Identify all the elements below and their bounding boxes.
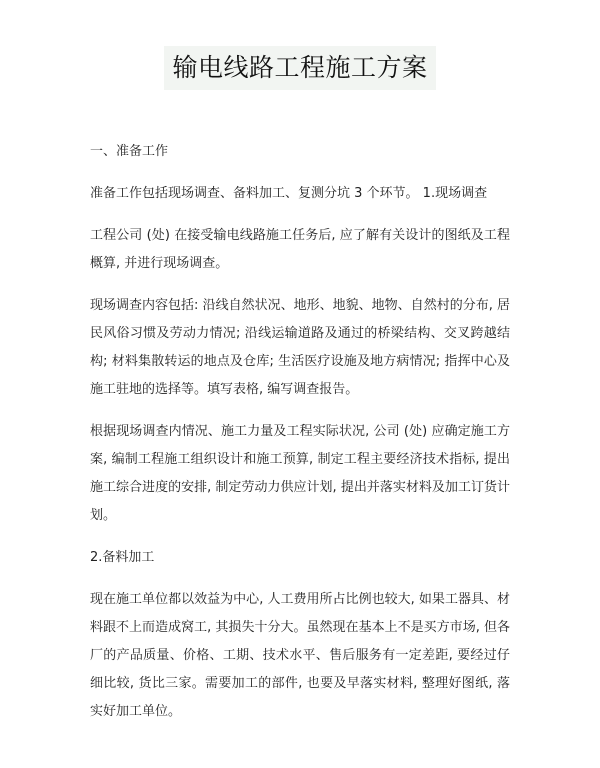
document-body xyxy=(90,138,510,740)
paragraph-intro: 准备工作包括现场调查、备料加工、复测分坑 3 个环节。 1.现场调查 xyxy=(90,186,488,201)
title-container xyxy=(0,46,600,90)
document-title: 输电线路工程施工方案 xyxy=(164,46,435,90)
paragraph-survey: 现场调查内容包括: 沿线自然状况、地形、地貌、地物、自然村的分布, 居民风俗习惯及劳动力情况; 沿线运输道路及通过的桥梁结构、交叉跨越结构; 材料集散转运的地点及仓库; 生活医疗设施及地方病情况; 指挥中心及施工驻地的选择等。填写表格, 编写调查报告。 xyxy=(90,298,510,397)
paragraph-plan: 根据现场调查内情况、施工力量及工程实际状况, 公司 (处) 应确定施工方案, 编制工程施工组织设计和施工预算, 制定工程主要经济技术指标, 提出施工综合进度的安排, 制定劳动力供应计划, 提出并落实材料及加工订货计划。 xyxy=(90,424,510,523)
section-heading-preparation: 一、准备工作 xyxy=(90,144,169,159)
subsection-heading-materials: 2.备料加工 xyxy=(90,550,155,565)
paragraph-company: 工程公司 (处) 在接受输电线路施工任务后, 应了解有关设计的图纸及工程概算, 并进行现场调查。 xyxy=(90,228,510,271)
paragraph-materials: 现在施工单位都以效益为中心, 人工费用所占比例也较大, 如果工器具、材料跟不上而造成窝工, 其损失十分大。虽然现在基本上不是买方市场, 但各厂的产品质量、价格、工期、技术水平、售后服务有一定差距, 要经过仔细比较, 货比三家。需要加工的部件, 也要及早落实材料, 整理好图纸, 落实好加工单位。 xyxy=(90,592,510,719)
